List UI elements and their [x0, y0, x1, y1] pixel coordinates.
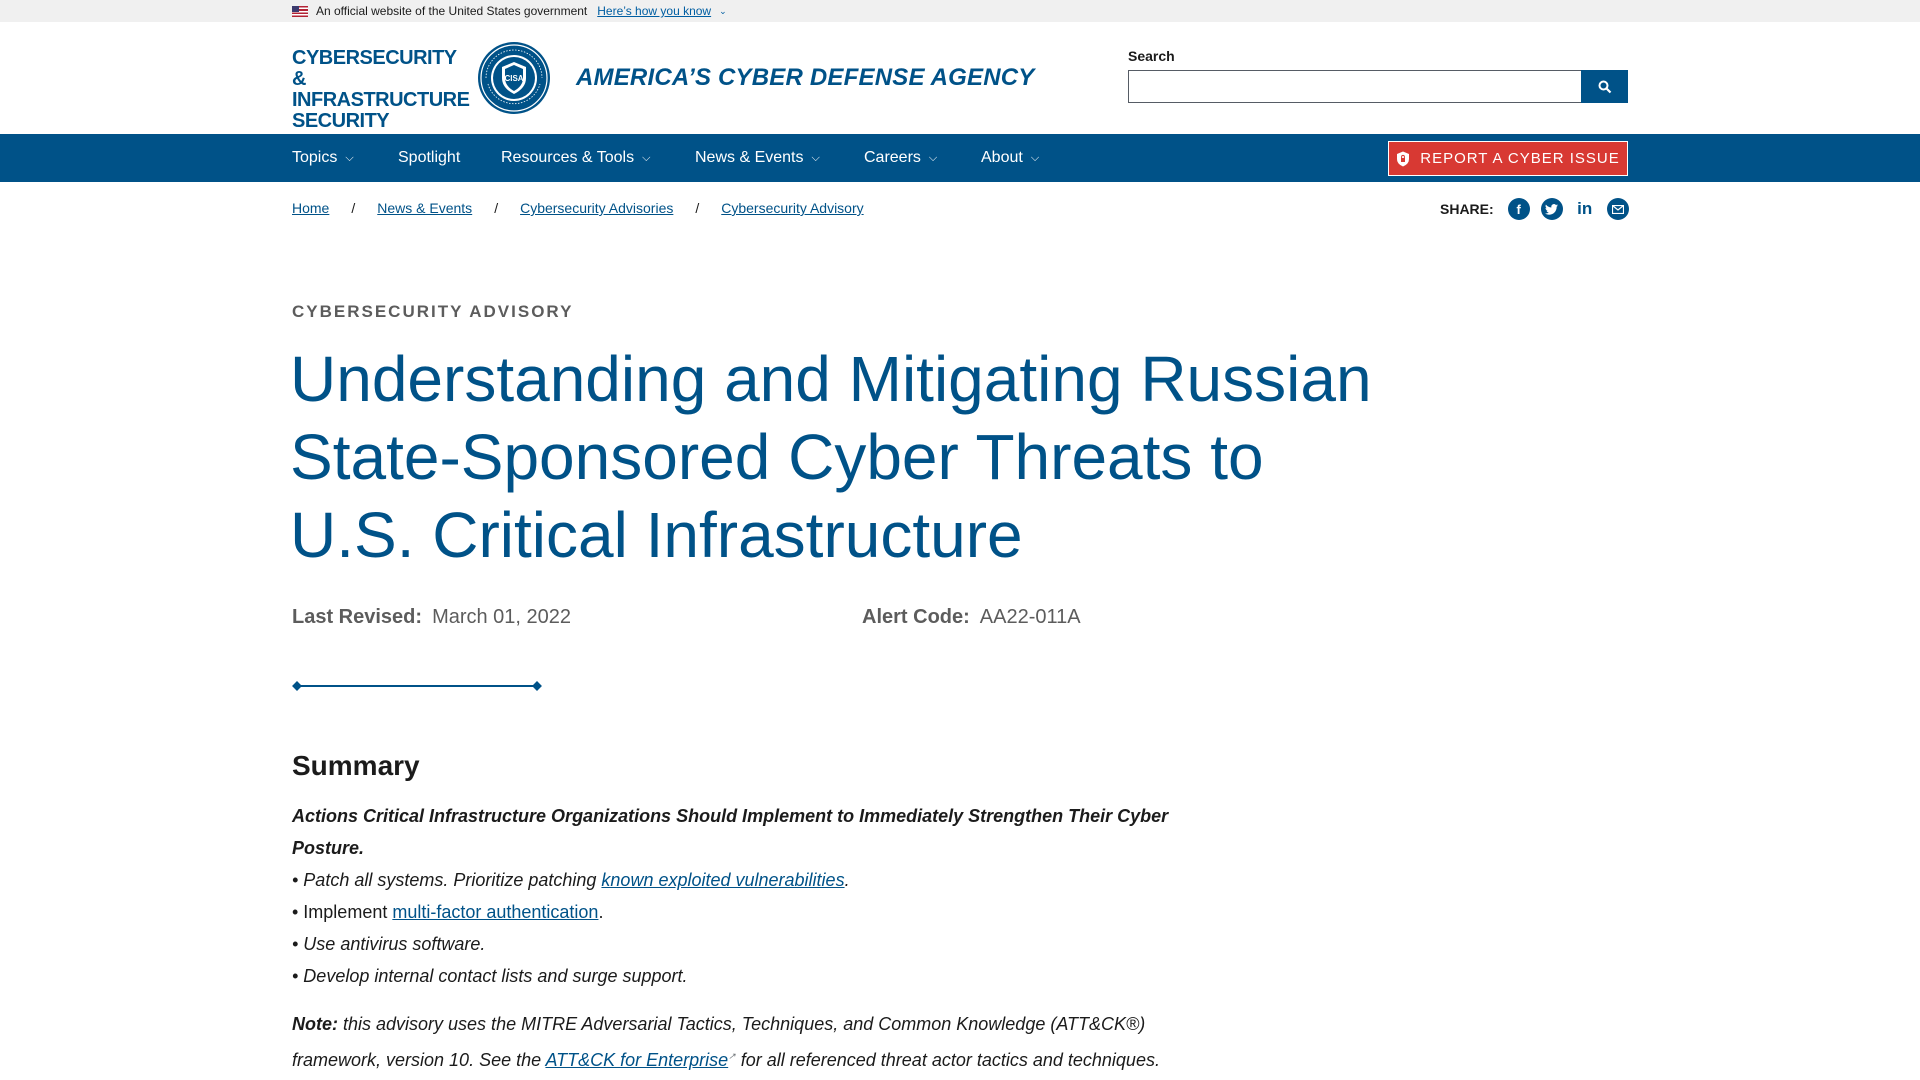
breadcrumb-news-events[interactable]: News & Events [377, 200, 473, 216]
note-paragraph [292, 1008, 1192, 1076]
facebook-icon[interactable]: f [1508, 198, 1530, 220]
nav-item-careers[interactable] [864, 134, 937, 182]
search-icon [1598, 80, 1612, 94]
bullet-mfa [292, 896, 1192, 928]
page-title [290, 340, 1430, 574]
nav-item-label: Resources & Tools [501, 149, 635, 166]
shield-icon [1396, 151, 1410, 167]
logo-line: INFRASTRUCTURE [292, 89, 470, 111]
breadcrumb [292, 200, 864, 216]
us-flag-icon [292, 6, 308, 17]
bullet-text: • Implement [292, 902, 393, 922]
linkedin-icon[interactable]: in [1577, 199, 1593, 218]
nav-item-label: News & Events [695, 149, 804, 166]
last-revised-value: March 01, 2022 [432, 606, 572, 628]
bullet-antivirus: • Use antivirus software. [292, 934, 486, 954]
heres-how-you-know-link[interactable]: Here’s how you know [597, 4, 712, 18]
title-line: Understanding and Mitigating Russian [290, 343, 1372, 415]
alert-code-value: AA22-011A [979, 606, 1081, 628]
breadcrumb-separator: / [695, 200, 700, 216]
breadcrumb-cybersecurity-advisories[interactable]: Cybersecurity Advisories [520, 200, 674, 216]
chevron-down-icon: ⌵ [928, 152, 938, 164]
last-revised [292, 606, 571, 629]
chevron-down-icon[interactable]: ⌄ [719, 5, 727, 16]
alert-code [862, 606, 1081, 629]
chevron-down-icon: ⌵ [345, 152, 354, 164]
nav-item-label: About [981, 149, 1023, 166]
note-post: for all referenced threat actor tactics and techniques. [735, 1050, 1160, 1070]
search-input[interactable] [1128, 70, 1582, 103]
report-button-label: REPORT A CYBER ISSUE [1420, 150, 1620, 167]
email-icon[interactable] [1607, 198, 1629, 220]
nav-item-topics[interactable] [292, 134, 354, 182]
nav-item-resources-tools[interactable] [501, 134, 650, 182]
external-link-icon: ↗ [728, 1051, 736, 1061]
alert-code-label: Alert Code: [862, 606, 970, 628]
chevron-down-icon: ⌵ [811, 152, 820, 164]
gov-banner [0, 0, 1920, 22]
bullet-patch [292, 864, 1192, 896]
note-text: this advisory uses the MITRE Adversarial Tactics, Techniques, and Common Knowledge (ATT&CK®) framework, version 10. See the [292, 1014, 1146, 1070]
nav-item-news-events[interactable] [695, 134, 820, 182]
nav-item-label: Topics [292, 149, 338, 166]
logo-line: SECURITY [292, 110, 389, 132]
nav-item-label: Careers [864, 149, 921, 166]
chevron-down-icon: ⌵ [1030, 152, 1040, 164]
title-line: U.S. Critical Infrastructure [290, 499, 1023, 571]
bullet-text: . [844, 870, 850, 890]
title-line: State-Sponsored Cyber Threats to [290, 421, 1264, 493]
summary-heading: Summary [292, 750, 420, 781]
twitter-icon[interactable] [1541, 198, 1563, 220]
nav-item-label: Spotlight [398, 149, 461, 166]
share-bar [1440, 198, 1629, 220]
decorative-divider [292, 681, 542, 691]
note-label: Note: [292, 1014, 338, 1034]
search-button[interactable] [1581, 70, 1628, 103]
agency-tagline: AMERICA’S CYBER DEFENSE AGENCY [576, 64, 1035, 91]
multi-factor-authentication-link[interactable]: multi-factor authentication [392, 902, 599, 922]
bullet-text: . [598, 902, 604, 922]
search-label: Search [1128, 48, 1175, 64]
seal-text: CISA [504, 74, 524, 83]
breadcrumb-separator: / [351, 200, 356, 216]
summary-intro: Actions Critical Infrastructure Organizations Should Implement to Immediately Strengthen Their Cyber Posture. [292, 806, 1169, 858]
attck-enterprise-link[interactable]: ATT&CK for Enterprise [545, 1050, 729, 1070]
bullet-contact-lists: • Develop internal contact lists and surge support. [292, 966, 688, 986]
chevron-down-icon: ⌵ [642, 152, 651, 164]
share-label: SHARE: [1440, 201, 1494, 217]
bullet-text: • Patch all systems. Prioritize patching [292, 870, 602, 890]
last-revised-label: Last Revised: [292, 606, 423, 628]
logo-line: CYBERSECURITY & [292, 47, 457, 90]
report-cyber-issue-button[interactable] [1388, 141, 1628, 176]
main-nav [0, 134, 1920, 182]
known-exploited-vulnerabilities-link[interactable]: known exploited vulnerabilities [601, 870, 845, 890]
breadcrumb-separator: / [494, 200, 499, 216]
breadcrumb-home[interactable]: Home [292, 200, 330, 216]
nav-item-about[interactable] [981, 134, 1039, 182]
nav-item-spotlight[interactable] [398, 134, 460, 182]
cisa-seal-icon[interactable] [476, 40, 552, 116]
breadcrumb-cybersecurity-advisory[interactable]: Cybersecurity Advisory [721, 200, 864, 216]
article-eyebrow: CYBERSECURITY ADVISORY [292, 302, 574, 321]
gov-banner-text: An official website of the United States government [316, 4, 588, 18]
